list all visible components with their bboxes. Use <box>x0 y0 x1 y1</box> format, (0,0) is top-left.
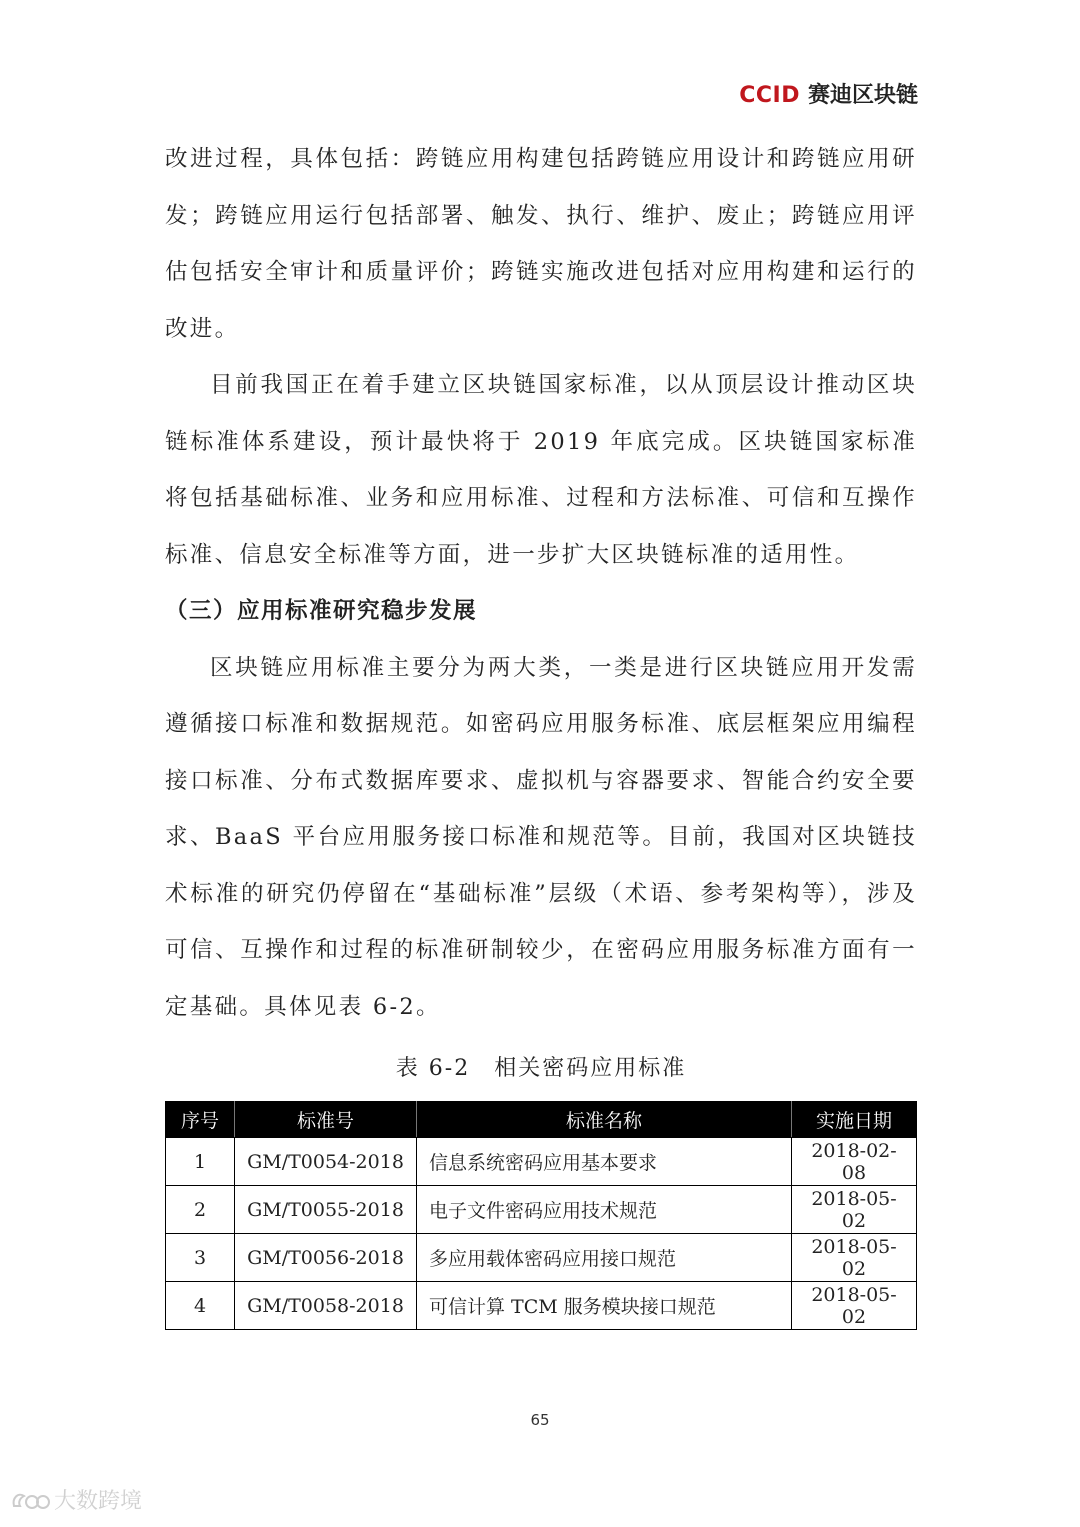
cell-index: 4 <box>166 1282 235 1330</box>
header-standard-name: 标准名称 <box>417 1102 792 1138</box>
cell-date: 2018-05-02 <box>792 1282 917 1330</box>
cell-standard-name: 信息系统密码应用基本要求 <box>417 1138 792 1186</box>
table-row <box>166 1186 917 1234</box>
paragraph-1: 改进过程，具体包括：跨链应用构建包括跨链应用设计和跨链应用研发；跨链应用运行包括部署、触发、执行、维护、废止；跨链应用评估包括安全审计和质量评价；跨链实施改进包括对应用构建和运行的改进。 <box>165 146 917 342</box>
header-index: 序号 <box>166 1102 235 1138</box>
cell-standard-name: 电子文件密码应用技术规范 <box>417 1186 792 1234</box>
table-row <box>166 1138 917 1186</box>
header-standard-id: 标准号 <box>235 1102 417 1138</box>
cell-standard-id: GM/T0055-2018 <box>235 1186 417 1234</box>
cell-standard-name: 多应用载体密码应用接口规范 <box>417 1234 792 1282</box>
page-number: 65 <box>530 1411 550 1429</box>
header-date: 实施日期 <box>792 1102 917 1138</box>
cell-index: 2 <box>166 1186 235 1234</box>
watermark-text: 大数跨境 <box>54 1489 143 1514</box>
table-row <box>166 1234 917 1282</box>
cell-date: 2018-05-02 <box>792 1186 917 1234</box>
cell-standard-id: GM/T0056-2018 <box>235 1234 417 1282</box>
cell-standard-name: 可信计算 TCM 服务模块接口规范 <box>417 1282 792 1330</box>
watermark <box>10 1484 142 1515</box>
cell-standard-id: GM/T0058-2018 <box>235 1282 417 1330</box>
cell-index: 1 <box>166 1138 235 1186</box>
ccid-logo: CCID <box>739 83 800 108</box>
cell-date: 2018-02-08 <box>792 1138 917 1186</box>
section-heading: （三）应用标准研究稳步发展 <box>165 598 478 624</box>
cell-standard-id: GM/T0054-2018 <box>235 1138 417 1186</box>
page-header <box>739 78 918 109</box>
paragraph-2: 目前我国正在着手建立区块链国家标准，以从顶层设计推动区块链标准体系建设，预计最快将于 2019 年底完成。区块链国家标准将包括基础标准、业务和应用标准、过程和方法标准、可信和互操作标准、信息安全标准等方面，进一步扩大区块链标准的适用性。 <box>165 372 917 568</box>
table-header-row <box>166 1102 917 1138</box>
table-caption: 表 6-2 相关密码应用标准 <box>395 1056 687 1081</box>
standards-table <box>165 1101 917 1330</box>
page-content <box>165 131 917 1330</box>
cell-index: 3 <box>166 1234 235 1282</box>
cell-date: 2018-05-02 <box>792 1234 917 1282</box>
header-title: 赛迪区块链 <box>807 83 918 108</box>
paragraph-3: 区块链应用标准主要分为两大类，一类是进行区块链应用开发需遵循接口标准和数据规范。如密码应用服务标准、底层框架应用编程接口标准、分布式数据库要求、虚拟机与容器要求、智能合约安全要求、BaaS 平台应用服务接口标准和规范等。目前，我国对区块链技术标准的研究仍停留在“基础标准”层级（术语、参考架构等），涉及可信、互操作和过程的标准研制较少，在密码应用服务标准方面有一定基础。具体见表 6-2。 <box>165 654 917 1020</box>
table-row <box>166 1282 917 1330</box>
watermark-logo-icon <box>10 1488 50 1512</box>
